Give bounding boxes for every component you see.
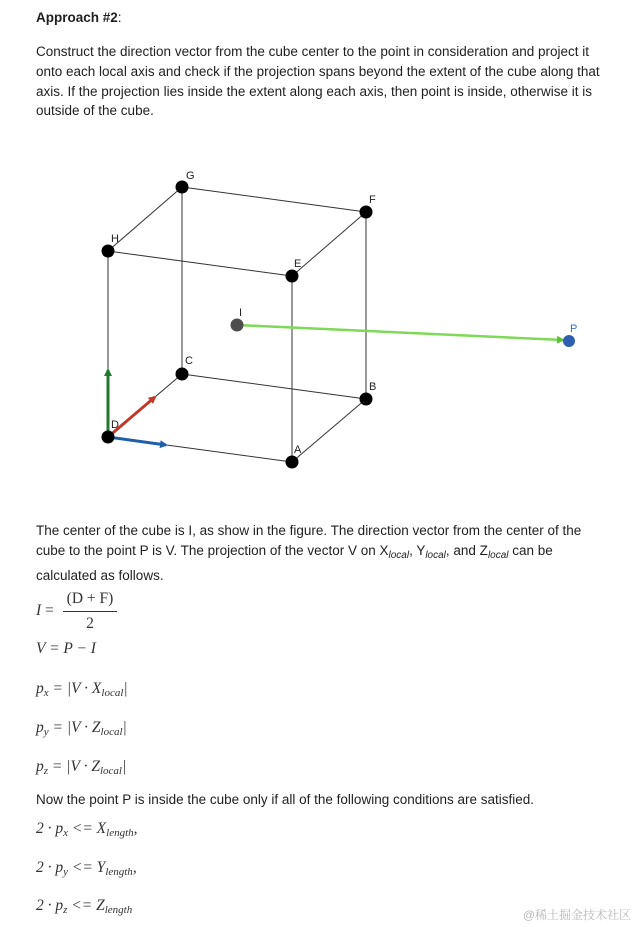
- eq4-lhs: p: [36, 719, 44, 736]
- c2-pre: 2 · p: [36, 859, 64, 876]
- eq3-lhs: p: [36, 680, 44, 697]
- eq5-rhs: = |V · Z: [48, 758, 100, 775]
- edge-c-b: [182, 374, 366, 399]
- p2-z-sub: local: [487, 549, 509, 561]
- eq1-fraction: [63, 590, 118, 633]
- p2-y-sub: local: [425, 549, 446, 561]
- intro-paragraph: Construct the direction vector from the cube center to the point in consideration and project it onto each local axis and check if the projection spans beyond the extent of the cube along that axis. If the projection lies inside the extent along each axis, then point is inside, otherwise it is outside of the cube.: [36, 44, 600, 119]
- c2-sub: y: [63, 866, 69, 878]
- equation-py: [36, 719, 127, 738]
- p2-comma1: , Y: [409, 542, 426, 558]
- label-i: I: [239, 307, 243, 319]
- vertex-d: [102, 431, 115, 444]
- edge-h-e: [108, 251, 292, 276]
- vertex-c: [176, 368, 189, 381]
- vector-i-to-p: [237, 325, 563, 340]
- center-paragraph: [36, 521, 611, 585]
- eq5-lhs-sub: z: [43, 765, 49, 777]
- label-d: D: [111, 419, 119, 431]
- c2-end: ,: [132, 859, 137, 876]
- edge-b-a: [292, 399, 366, 462]
- edge-g-f: [182, 187, 366, 212]
- label-h: H: [111, 233, 119, 245]
- eq1-lhs: I: [36, 602, 42, 620]
- eq5-rhs-sub: local: [99, 765, 122, 777]
- c3-pre: 2 · p: [36, 897, 64, 914]
- label-b: B: [369, 381, 377, 393]
- eq1-denominator: 2: [86, 615, 94, 632]
- c2-op: <= Y: [68, 859, 106, 876]
- eq4-end: |: [122, 719, 127, 736]
- point-p: [563, 335, 575, 347]
- condition-x: [36, 820, 138, 839]
- eq3-rhs-sub: local: [101, 687, 124, 699]
- label-f: F: [369, 194, 376, 206]
- edge-f-e: [292, 212, 366, 276]
- equation-pz: [36, 758, 126, 777]
- eq3-rhs: = |V · X: [48, 680, 102, 697]
- label-e: E: [294, 258, 302, 270]
- p2-suffix: can be calculated as follows.: [36, 542, 553, 583]
- conditions-paragraph: Now the point P is inside the cube only if all of the following conditions are satisfied.: [36, 792, 535, 807]
- vertex-labels: [111, 170, 577, 456]
- eq1-numerator: (D + F): [63, 590, 118, 612]
- eq3-end: |: [123, 680, 128, 697]
- heading-label: Approach #2: [36, 10, 118, 25]
- edge-g-h: [108, 187, 182, 251]
- c3-rhs-sub: length: [104, 904, 133, 916]
- local-x-axis-arrow: [108, 437, 166, 445]
- label-a: A: [294, 444, 302, 456]
- center-point-i: [231, 319, 244, 332]
- watermark: @稀土掘金技术社区: [522, 908, 631, 922]
- vertex-a: [286, 456, 299, 469]
- p2-x-sub: local: [388, 549, 410, 561]
- c1-end: ,: [133, 820, 138, 837]
- vertex-h: [102, 245, 115, 258]
- condition-z: [36, 897, 132, 916]
- label-p: P: [570, 323, 578, 335]
- eq4-lhs-sub: y: [43, 726, 49, 738]
- eq1-eq: =: [41, 602, 58, 620]
- vertex-b: [360, 393, 373, 406]
- eq5-lhs: p: [36, 758, 44, 775]
- c2-rhs-sub: length: [105, 866, 133, 878]
- label-c: C: [185, 355, 193, 367]
- c1-sub: x: [63, 827, 69, 839]
- equation-vector: V = P − I: [36, 640, 96, 657]
- eq5-end: |: [121, 758, 127, 775]
- equation-px: [36, 680, 128, 699]
- c1-op: <= X: [68, 820, 107, 837]
- vertex-f: [360, 206, 373, 219]
- heading-suffix: :: [117, 10, 122, 25]
- c1-pre: 2 · p: [36, 820, 64, 837]
- local-z-axis-arrow: [108, 397, 155, 437]
- c3-op: <= Z: [67, 897, 105, 914]
- eq4-rhs: = |V · Z: [48, 719, 101, 736]
- vertex-g: [176, 181, 189, 194]
- equation-center: [36, 590, 117, 633]
- eq4-rhs-sub: local: [100, 726, 123, 738]
- c1-rhs-sub: length: [106, 827, 134, 839]
- eq3-lhs-sub: x: [43, 687, 49, 699]
- c3-sub: z: [63, 904, 68, 916]
- p2-prefix: The center of the cube is I, as show in the figure. The direction vector from the center of the cube to the point P is V. The projection of the vector V on X: [36, 523, 582, 558]
- p2-mid: , and Z: [445, 542, 488, 558]
- vertex-e: [286, 270, 299, 283]
- label-g: G: [186, 170, 195, 182]
- condition-y: [36, 859, 137, 878]
